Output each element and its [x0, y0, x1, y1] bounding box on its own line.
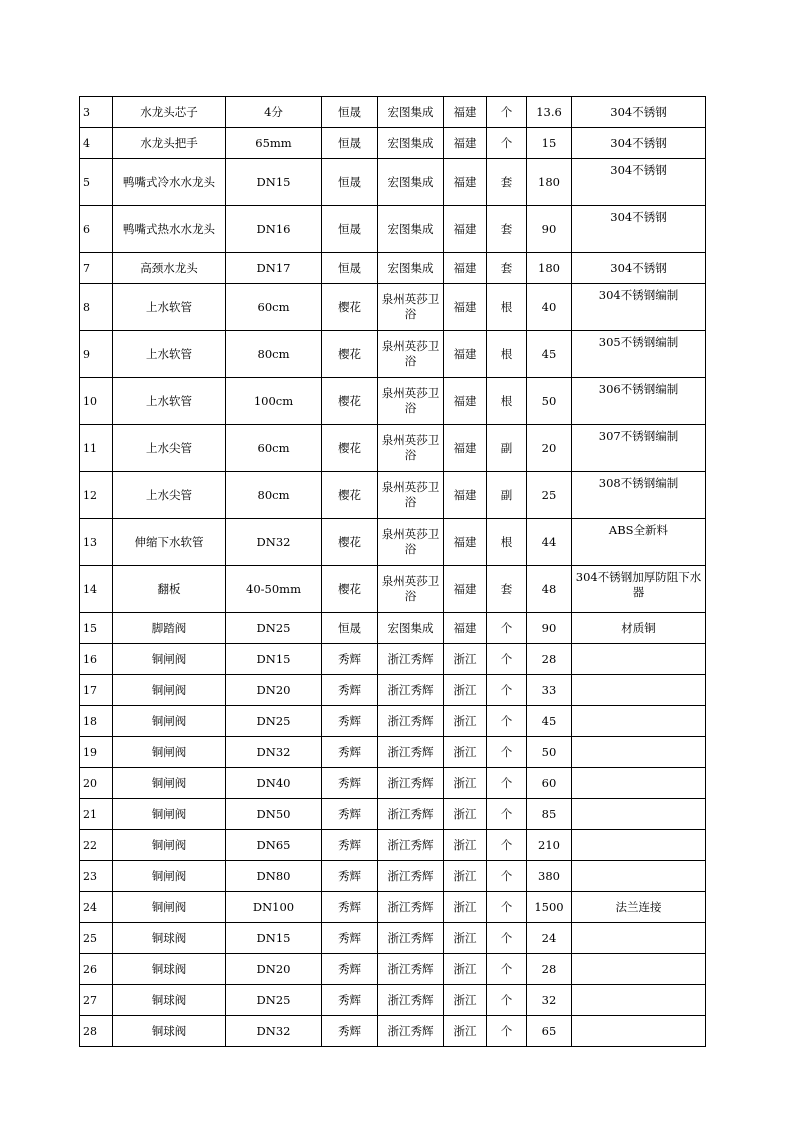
manufacturer-cell: 浙江秀辉	[378, 923, 444, 954]
note-cell	[572, 675, 706, 706]
note-cell	[572, 954, 706, 985]
product-name-cell: 铜闸阀	[113, 768, 226, 799]
origin-cell: 福建	[444, 159, 487, 206]
spec-cell: 65mm	[226, 128, 322, 159]
note-cell: 305不锈钢编制	[572, 331, 706, 378]
spec-cell: DN80	[226, 861, 322, 892]
price-cell: 40	[527, 284, 572, 331]
spec-cell: 60cm	[226, 284, 322, 331]
brand-cell: 恒晟	[322, 159, 378, 206]
table-row	[80, 892, 706, 923]
brand-cell: 樱花	[322, 566, 378, 613]
note-cell: ABS全新料	[572, 519, 706, 566]
price-cell: 50	[527, 378, 572, 425]
table-row	[80, 566, 706, 613]
unit-cell: 个	[487, 799, 527, 830]
origin-cell: 浙江	[444, 830, 487, 861]
brand-cell: 恒晟	[322, 613, 378, 644]
brand-cell: 樱花	[322, 519, 378, 566]
unit-cell: 个	[487, 706, 527, 737]
brand-cell: 秀辉	[322, 737, 378, 768]
note-cell	[572, 799, 706, 830]
origin-cell: 浙江	[444, 799, 487, 830]
brand-cell: 樱花	[322, 331, 378, 378]
unit-cell: 根	[487, 378, 527, 425]
manufacturer-cell: 宏图集成	[378, 613, 444, 644]
row-number-cell: 4	[80, 128, 113, 159]
manufacturer-cell: 宏图集成	[378, 253, 444, 284]
product-name-cell: 铜闸阀	[113, 644, 226, 675]
table-row	[80, 284, 706, 331]
manufacturer-cell: 泉州英莎卫浴	[378, 566, 444, 613]
note-cell: 304不锈钢	[572, 128, 706, 159]
unit-cell: 根	[487, 331, 527, 378]
note-cell	[572, 985, 706, 1016]
row-number-cell: 11	[80, 425, 113, 472]
manufacturer-cell: 泉州英莎卫浴	[378, 425, 444, 472]
brand-cell: 秀辉	[322, 923, 378, 954]
note-cell: 材质铜	[572, 613, 706, 644]
row-number-cell: 8	[80, 284, 113, 331]
note-cell	[572, 644, 706, 675]
table-row	[80, 159, 706, 206]
manufacturer-cell: 宏图集成	[378, 97, 444, 128]
product-name-cell: 铜球阀	[113, 985, 226, 1016]
spec-cell: DN25	[226, 706, 322, 737]
row-number-cell: 10	[80, 378, 113, 425]
product-price-table	[79, 96, 706, 1047]
note-cell: 304不锈钢	[572, 253, 706, 284]
manufacturer-cell: 浙江秀辉	[378, 644, 444, 675]
manufacturer-cell: 宏图集成	[378, 128, 444, 159]
product-name-cell: 铜闸阀	[113, 737, 226, 768]
origin-cell: 福建	[444, 566, 487, 613]
unit-cell: 根	[487, 519, 527, 566]
manufacturer-cell: 浙江秀辉	[378, 799, 444, 830]
spec-cell: DN65	[226, 830, 322, 861]
spec-cell: 100cm	[226, 378, 322, 425]
table-body	[80, 97, 706, 1047]
spec-cell: 80cm	[226, 331, 322, 378]
table-row	[80, 799, 706, 830]
price-cell: 33	[527, 675, 572, 706]
spec-cell: DN32	[226, 737, 322, 768]
spec-cell: DN25	[226, 985, 322, 1016]
unit-cell: 个	[487, 923, 527, 954]
product-name-cell: 水龙头芯子	[113, 97, 226, 128]
unit-cell: 副	[487, 472, 527, 519]
brand-cell: 秀辉	[322, 985, 378, 1016]
product-name-cell: 鸭嘴式冷水水龙头	[113, 159, 226, 206]
unit-cell: 套	[487, 206, 527, 253]
table-row	[80, 472, 706, 519]
brand-cell: 秀辉	[322, 954, 378, 985]
manufacturer-cell: 浙江秀辉	[378, 737, 444, 768]
unit-cell: 个	[487, 892, 527, 923]
unit-cell: 套	[487, 566, 527, 613]
origin-cell: 浙江	[444, 923, 487, 954]
row-number-cell: 14	[80, 566, 113, 613]
row-number-cell: 26	[80, 954, 113, 985]
note-cell: 304不锈钢	[572, 159, 706, 206]
price-cell: 20	[527, 425, 572, 472]
spec-cell: DN40	[226, 768, 322, 799]
product-name-cell: 上水软管	[113, 331, 226, 378]
unit-cell: 个	[487, 768, 527, 799]
manufacturer-cell: 泉州英莎卫浴	[378, 378, 444, 425]
origin-cell: 福建	[444, 378, 487, 425]
price-cell: 44	[527, 519, 572, 566]
spec-cell: 40-50mm	[226, 566, 322, 613]
manufacturer-cell: 浙江秀辉	[378, 1016, 444, 1047]
brand-cell: 樱花	[322, 378, 378, 425]
note-cell	[572, 737, 706, 768]
spec-cell: DN50	[226, 799, 322, 830]
brand-cell: 恒晟	[322, 97, 378, 128]
manufacturer-cell: 浙江秀辉	[378, 706, 444, 737]
note-cell	[572, 830, 706, 861]
brand-cell: 秀辉	[322, 675, 378, 706]
spec-cell: 4分	[226, 97, 322, 128]
origin-cell: 福建	[444, 425, 487, 472]
row-number-cell: 9	[80, 331, 113, 378]
origin-cell: 福建	[444, 206, 487, 253]
spec-cell: DN100	[226, 892, 322, 923]
price-cell: 28	[527, 644, 572, 675]
table-row	[80, 519, 706, 566]
price-cell: 25	[527, 472, 572, 519]
price-cell: 24	[527, 923, 572, 954]
product-name-cell: 铜球阀	[113, 923, 226, 954]
row-number-cell: 20	[80, 768, 113, 799]
spec-cell: DN20	[226, 954, 322, 985]
table-row	[80, 331, 706, 378]
table-row	[80, 830, 706, 861]
note-cell	[572, 1016, 706, 1047]
table-row	[80, 613, 706, 644]
manufacturer-cell: 浙江秀辉	[378, 892, 444, 923]
unit-cell: 套	[487, 253, 527, 284]
row-number-cell: 12	[80, 472, 113, 519]
brand-cell: 秀辉	[322, 644, 378, 675]
spec-cell: DN15	[226, 644, 322, 675]
origin-cell: 浙江	[444, 644, 487, 675]
manufacturer-cell: 泉州英莎卫浴	[378, 519, 444, 566]
price-cell: 180	[527, 253, 572, 284]
product-name-cell: 上水软管	[113, 284, 226, 331]
spec-cell: DN15	[226, 923, 322, 954]
unit-cell: 个	[487, 861, 527, 892]
row-number-cell: 21	[80, 799, 113, 830]
table-row	[80, 768, 706, 799]
unit-cell: 个	[487, 954, 527, 985]
manufacturer-cell: 泉州英莎卫浴	[378, 472, 444, 519]
price-cell: 15	[527, 128, 572, 159]
manufacturer-cell: 浙江秀辉	[378, 768, 444, 799]
row-number-cell: 25	[80, 923, 113, 954]
note-cell: 304不锈钢	[572, 97, 706, 128]
product-name-cell: 铜闸阀	[113, 675, 226, 706]
table-row	[80, 253, 706, 284]
brand-cell: 恒晟	[322, 253, 378, 284]
unit-cell: 个	[487, 830, 527, 861]
note-cell	[572, 923, 706, 954]
table-row	[80, 1016, 706, 1047]
price-cell: 90	[527, 206, 572, 253]
brand-cell: 秀辉	[322, 830, 378, 861]
table-row	[80, 923, 706, 954]
spec-cell: 80cm	[226, 472, 322, 519]
price-cell: 45	[527, 331, 572, 378]
unit-cell: 个	[487, 97, 527, 128]
table-row	[80, 954, 706, 985]
note-cell	[572, 768, 706, 799]
manufacturer-cell: 浙江秀辉	[378, 861, 444, 892]
brand-cell: 秀辉	[322, 706, 378, 737]
origin-cell: 福建	[444, 97, 487, 128]
product-name-cell: 脚踏阀	[113, 613, 226, 644]
product-name-cell: 铜闸阀	[113, 799, 226, 830]
row-number-cell: 5	[80, 159, 113, 206]
product-name-cell: 水龙头把手	[113, 128, 226, 159]
product-name-cell: 伸缩下水软管	[113, 519, 226, 566]
unit-cell: 副	[487, 425, 527, 472]
brand-cell: 秀辉	[322, 1016, 378, 1047]
product-name-cell: 鸭嘴式热水水龙头	[113, 206, 226, 253]
price-cell: 1500	[527, 892, 572, 923]
manufacturer-cell: 泉州英莎卫浴	[378, 284, 444, 331]
unit-cell: 个	[487, 675, 527, 706]
row-number-cell: 23	[80, 861, 113, 892]
brand-cell: 樱花	[322, 472, 378, 519]
brand-cell: 秀辉	[322, 799, 378, 830]
spec-cell: DN25	[226, 613, 322, 644]
price-cell: 180	[527, 159, 572, 206]
origin-cell: 浙江	[444, 985, 487, 1016]
note-cell: 304不锈钢加厚防阻下水器	[572, 566, 706, 613]
spec-cell: DN32	[226, 1016, 322, 1047]
price-cell: 85	[527, 799, 572, 830]
note-cell: 法兰连接	[572, 892, 706, 923]
spec-cell: DN32	[226, 519, 322, 566]
manufacturer-cell: 宏图集成	[378, 159, 444, 206]
spec-cell: DN16	[226, 206, 322, 253]
price-cell: 45	[527, 706, 572, 737]
manufacturer-cell: 浙江秀辉	[378, 675, 444, 706]
table-row	[80, 128, 706, 159]
note-cell: 304不锈钢编制	[572, 284, 706, 331]
product-name-cell: 翻板	[113, 566, 226, 613]
note-cell: 304不锈钢	[572, 206, 706, 253]
row-number-cell: 6	[80, 206, 113, 253]
unit-cell: 个	[487, 985, 527, 1016]
origin-cell: 浙江	[444, 954, 487, 985]
price-cell: 13.6	[527, 97, 572, 128]
note-cell: 307不锈钢编制	[572, 425, 706, 472]
row-number-cell: 17	[80, 675, 113, 706]
origin-cell: 浙江	[444, 892, 487, 923]
unit-cell: 套	[487, 159, 527, 206]
spec-cell: DN17	[226, 253, 322, 284]
table-row	[80, 675, 706, 706]
product-name-cell: 上水尖管	[113, 472, 226, 519]
origin-cell: 浙江	[444, 675, 487, 706]
spec-cell: 60cm	[226, 425, 322, 472]
price-cell: 60	[527, 768, 572, 799]
origin-cell: 福建	[444, 128, 487, 159]
note-cell: 306不锈钢编制	[572, 378, 706, 425]
note-cell: 308不锈钢编制	[572, 472, 706, 519]
table-row	[80, 706, 706, 737]
origin-cell: 福建	[444, 519, 487, 566]
product-name-cell: 上水尖管	[113, 425, 226, 472]
row-number-cell: 16	[80, 644, 113, 675]
spec-cell: DN20	[226, 675, 322, 706]
table-row	[80, 737, 706, 768]
product-name-cell: 铜闸阀	[113, 892, 226, 923]
origin-cell: 浙江	[444, 768, 487, 799]
price-cell: 32	[527, 985, 572, 1016]
price-cell: 65	[527, 1016, 572, 1047]
table-row	[80, 861, 706, 892]
price-cell: 210	[527, 830, 572, 861]
price-cell: 48	[527, 566, 572, 613]
brand-cell: 秀辉	[322, 861, 378, 892]
table-row	[80, 97, 706, 128]
brand-cell: 恒晟	[322, 206, 378, 253]
manufacturer-cell: 宏图集成	[378, 206, 444, 253]
manufacturer-cell: 浙江秀辉	[378, 954, 444, 985]
row-number-cell: 3	[80, 97, 113, 128]
unit-cell: 个	[487, 644, 527, 675]
product-name-cell: 铜闸阀	[113, 830, 226, 861]
unit-cell: 个	[487, 613, 527, 644]
origin-cell: 福建	[444, 472, 487, 519]
brand-cell: 秀辉	[322, 768, 378, 799]
brand-cell: 樱花	[322, 425, 378, 472]
row-number-cell: 27	[80, 985, 113, 1016]
manufacturer-cell: 浙江秀辉	[378, 985, 444, 1016]
table-row	[80, 985, 706, 1016]
row-number-cell: 22	[80, 830, 113, 861]
product-name-cell: 铜球阀	[113, 1016, 226, 1047]
row-number-cell: 7	[80, 253, 113, 284]
product-name-cell: 铜球阀	[113, 954, 226, 985]
origin-cell: 福建	[444, 613, 487, 644]
table-row	[80, 644, 706, 675]
origin-cell: 福建	[444, 253, 487, 284]
origin-cell: 福建	[444, 331, 487, 378]
origin-cell: 浙江	[444, 706, 487, 737]
unit-cell: 根	[487, 284, 527, 331]
price-cell: 380	[527, 861, 572, 892]
price-cell: 50	[527, 737, 572, 768]
note-cell	[572, 861, 706, 892]
spec-cell: DN15	[226, 159, 322, 206]
row-number-cell: 18	[80, 706, 113, 737]
brand-cell: 恒晟	[322, 128, 378, 159]
origin-cell: 浙江	[444, 861, 487, 892]
table-row	[80, 425, 706, 472]
product-name-cell: 铜闸阀	[113, 706, 226, 737]
row-number-cell: 15	[80, 613, 113, 644]
unit-cell: 个	[487, 737, 527, 768]
unit-cell: 个	[487, 128, 527, 159]
price-cell: 28	[527, 954, 572, 985]
product-name-cell: 上水软管	[113, 378, 226, 425]
unit-cell: 个	[487, 1016, 527, 1047]
row-number-cell: 13	[80, 519, 113, 566]
manufacturer-cell: 泉州英莎卫浴	[378, 331, 444, 378]
brand-cell: 秀辉	[322, 892, 378, 923]
origin-cell: 浙江	[444, 1016, 487, 1047]
price-cell: 90	[527, 613, 572, 644]
table-row	[80, 206, 706, 253]
row-number-cell: 24	[80, 892, 113, 923]
origin-cell: 浙江	[444, 737, 487, 768]
row-number-cell: 19	[80, 737, 113, 768]
brand-cell: 樱花	[322, 284, 378, 331]
product-name-cell: 高颈水龙头	[113, 253, 226, 284]
note-cell	[572, 706, 706, 737]
row-number-cell: 28	[80, 1016, 113, 1047]
manufacturer-cell: 浙江秀辉	[378, 830, 444, 861]
table-row	[80, 378, 706, 425]
product-name-cell: 铜闸阀	[113, 861, 226, 892]
origin-cell: 福建	[444, 284, 487, 331]
